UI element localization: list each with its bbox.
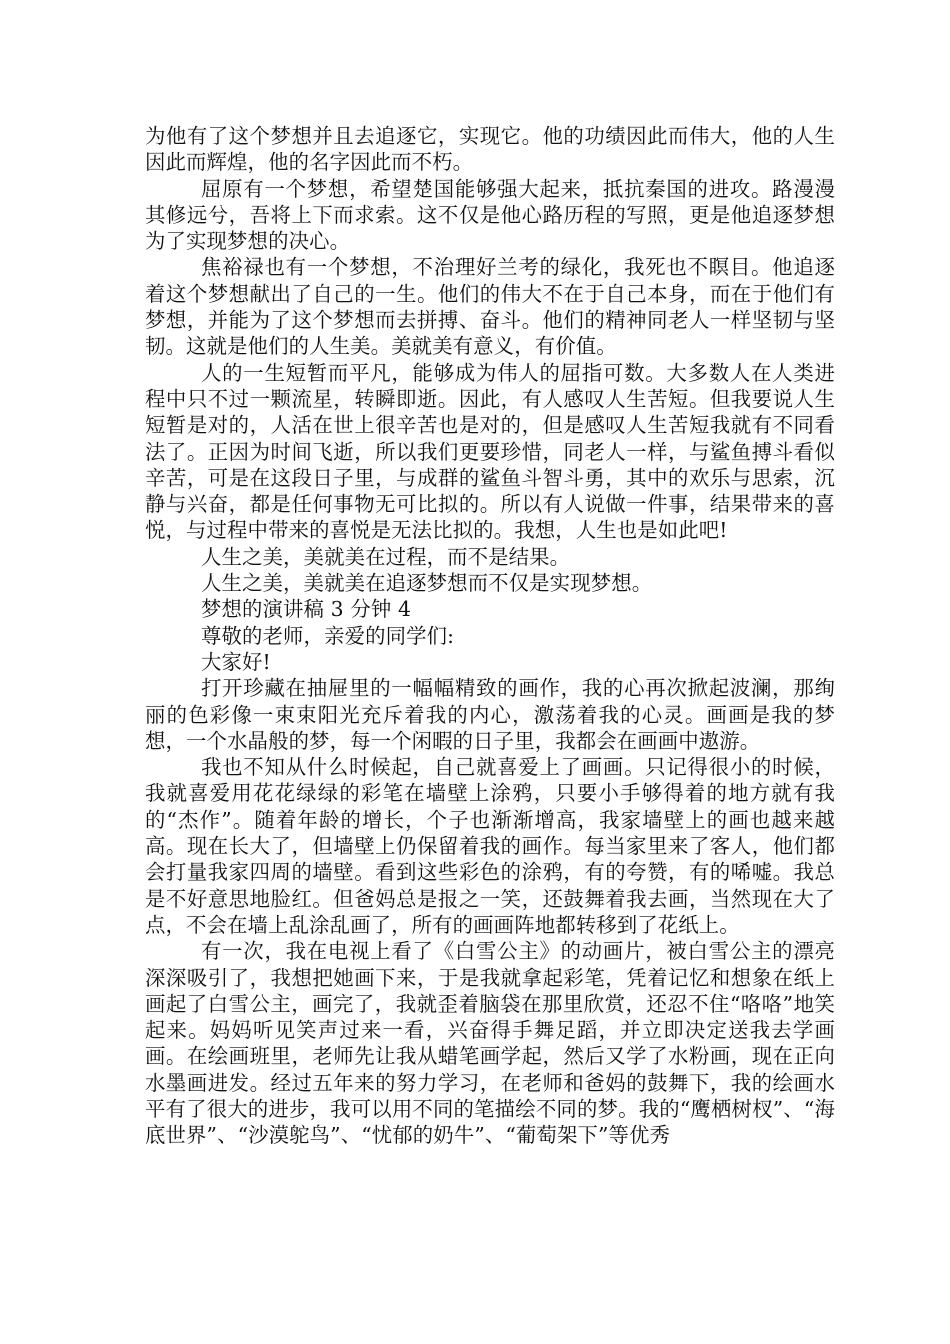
greeting: 大家好! — [201, 649, 271, 674]
paragraph-painting-dream: 打开珍藏在抽屉里的一幅幅精致的画作，我的心再次掀起波澜，那绚丽的色彩像一束束阳光充斥着我的内心，激荡着我的心灵。画画是我的梦想，一个水晶般的梦，每一个闲暇的日子里，我都会在画画中遨游。 — [145, 676, 835, 753]
paragraph-beauty-process: 人生之美，美就美在过程，而不是结果。 — [201, 544, 571, 569]
paragraph-continuation: 为他有了这个梦想并且去追逐它，实现它。他的功绩因此而伟大，他的人生因此而辉煌，他的名字因此而不朽。 — [145, 124, 835, 175]
document-body — [145, 123, 835, 1149]
paragraph-childhood-painting: 我也不知从什么时候起，自己就喜爱上了画画。只记得很小的时候，我就喜爱用花花绿绿的彩笔在墙壁上涂鸦，只要小手够得着的地方就有我的“杰作”。随着年龄的增长，个子也渐渐增高，我家墙壁上的画也越来越高。现在长大了，但墙壁上仍保留着我的画作。每当家里来了客人，他们都会打量我家四周的墙壁。看到这些彩色的涂鸦，有的夸赞，有的唏嘘。我总是不好意思地脸红。但爸妈总是报之一笑，还鼓舞着我去画，当然现在大了点，不会在墙上乱涂乱画了，所有的画画阵地都转移到了花纸上。 — [145, 755, 835, 937]
paragraph-snow-white: 有一次，我在电视上看了《白雪公主》的动画片，被白雪公主的漂亮深深吸引了，我想把她画下来，于是我就拿起彩笔，凭着记忆和想象在纸上画起了白雪公主，画完了，我就歪着脑袋在那里欣赏，还忍不住“咯咯”地笑起来。妈妈听见笑声过来一看，兴奋得手舞足蹈，并立即决定送我去学画画。在绘画班里，老师先让我从蜡笔画学起，然后又学了水粉画，现在正向水墨画进发。经过五年来的努力学习，在老师和爸妈的鼓舞下，我的绘画水平有了很大的进步，我可以用不同的笔描绘不同的梦。我的“鹰栖树杈”、“海底世界”、“沙漠鸵鸟”、“忧郁的奶牛”、“葡萄架下”等优秀 — [145, 939, 835, 1148]
paragraph-beauty-dream: 人生之美，美就美在追逐梦想而不仅是实现梦想。 — [201, 571, 653, 596]
paragraph-life-short: 人的一生短暂而平凡，能够成为伟人的屈指可数。大多数人在人类进程中只不过一颗流星，转瞬即逝。因此，有人感叹人生苦短。但我要说人生短暂是对的，人活在世上很辛苦也是对的，但是感叹人生苦短我就有不同看法了。正因为时间飞逝，所以我们更要珍惜，同老人一样，与鲨鱼搏斗看似辛苦，可是在这段日子里，与成群的鲨鱼斗智斗勇，其中的欢乐与思索，沉静与兴奋，都是任何事物无可比拟的。所以有人说做一件事，结果带来的喜悦，与过程中带来的喜悦是无法比拟的。我想，人生也是如此吧! — [145, 360, 835, 543]
paragraph-qu-yuan: 屈原有一个梦想，希望楚国能够强大起来，抵抗秦国的进攻。路漫漫其修远兮，吾将上下而求索。这不仅是他心路历程的写照，更是他追逐梦想为了实现梦想的决心。 — [145, 176, 835, 254]
speech-title: 梦想的演讲稿 3 分钟 4 — [201, 597, 412, 622]
salutation: 尊敬的老师，亲爱的同学们: — [201, 623, 455, 648]
paragraph-jiao-yulu: 焦裕禄也有一个梦想，不治理好兰考的绿化，我死也不瞑目。他追逐着这个梦想献出了自己的一生。他们的伟大不在于自己本身，而在于他们有梦想，并能为了这个梦想而去拼搏、奋斗。他们的精神同老人一样坚韧与坚韧。这就是他们的人生美。美就美有意义，有价值。 — [145, 255, 835, 359]
